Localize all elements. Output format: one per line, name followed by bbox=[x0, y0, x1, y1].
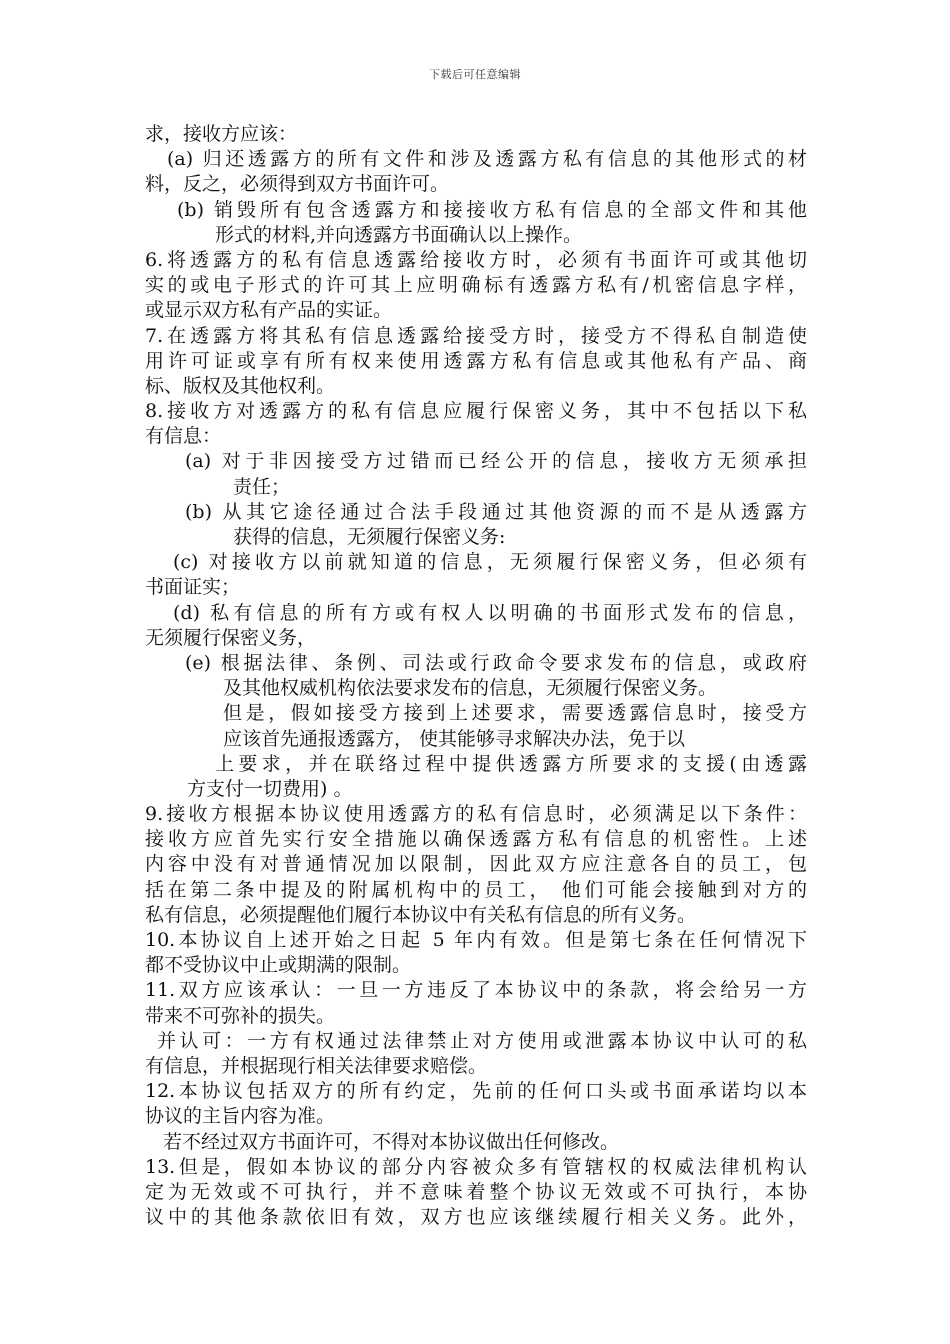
text-line: (b) 从其它途径通过合法手段通过其他资源的而不是从透露方 bbox=[185, 500, 807, 523]
document-body bbox=[145, 122, 807, 1230]
text-line: 或显示双方私有产品的实证。 bbox=[145, 299, 393, 322]
text-line: 接收方应首先实行安全措施以确保透露方私有信息的机密性。上述 bbox=[145, 828, 807, 851]
text-line: 内容中没有对普通情况加以限制，因此双方应注意各自的员工，包 bbox=[145, 853, 807, 876]
text-line: 12.本协议包括双方的所有约定，先前的任何口头或书面承诺均以本 bbox=[145, 1080, 807, 1103]
text-line: 上要求，并在联络过程中提供透露方所要求的支援(由透露 bbox=[215, 752, 807, 775]
text-line: 料，反之，必须得到双方书面许可。 bbox=[145, 173, 450, 196]
text-line: 带来不可弥补的损失。 bbox=[145, 1004, 336, 1027]
text-line: (c) 对接收方以前就知道的信息，无须履行保密义务，但必须有 bbox=[173, 551, 807, 574]
text-line: 9.接收方根据本协议使用透露方的私有信息时，必须满足以下条件： bbox=[145, 803, 807, 826]
page-header: 下载后可任意编辑 bbox=[429, 68, 521, 81]
text-line: 8.接收方对透露方的私有信息应履行保密义务，其中不包括以下私 bbox=[145, 400, 807, 423]
text-line: 私有信息，必须提醒他们履行本协议中有关私有信息的所有义务。 bbox=[145, 903, 697, 926]
text-line: 13.但是，假如本协议的部分内容被众多有管辖权的权威法律机构认 bbox=[145, 1155, 807, 1178]
text-line: (a) 对于非因接受方过错而已经公开的信息，接收方无须承担 bbox=[185, 450, 807, 473]
text-line: 标、版权及其他权利。 bbox=[145, 374, 336, 397]
text-line: 责任； bbox=[233, 475, 291, 498]
text-line: (d) 私有信息的所有方或有权人以明确的书面形式发布的信息， bbox=[173, 601, 807, 624]
text-line: 协议的主旨内容为准。 bbox=[145, 1105, 336, 1128]
text-line: 求，接收方应该： bbox=[145, 123, 298, 145]
text-line: 有信息： bbox=[145, 425, 222, 448]
text-line: 7.在透露方将其私有信息透露给接受方时，接受方不得私自制造使 bbox=[145, 324, 807, 347]
text-line: 若不经过双方书面许可，不得对本协议做出任何修改。 bbox=[163, 1130, 620, 1153]
text-line: (a) 归还透露方的所有文件和涉及透露方私有信息的其他形式的材 bbox=[167, 148, 807, 171]
text-line: 但是，假如接受方接到上述要求，需要透露信息时，接受方 bbox=[223, 702, 807, 725]
text-line: 定为无效或不可执行，并不意味着整个协议无效或不可执行，本协 bbox=[145, 1180, 807, 1203]
text-line: 议中的其他条款依旧有效，双方也应该继续履行相关义务。此外， bbox=[145, 1206, 807, 1229]
text-line: 获得的信息，无须履行保密义务: bbox=[233, 526, 506, 548]
text-line: 应该首先通报透露方， 使其能够寻求解决办法，免于以 bbox=[223, 727, 686, 750]
text-line: 形式的材料,并向透露方书面确认以上操作。 bbox=[215, 223, 583, 246]
text-line: (b) 销毁所有包含透露方和接接收方私有信息的全部文件和其他 bbox=[177, 198, 807, 221]
text-line: 都不受协议中止或期满的限制。 bbox=[145, 954, 412, 977]
text-line: 实的或电子形式的许可其上应明确标有透露方私有/机密信息字样， bbox=[145, 274, 807, 297]
text-line: 及其他权威机构依法要求发布的信息，无须履行保密义务。 bbox=[223, 677, 718, 700]
text-line: (e) 根据法律、条例、司法或行政命令要求发布的信息，或政府 bbox=[185, 651, 807, 674]
text-line: 10.本协议自上述开始之日起 5 年内有效。但是第七条在任何情况下 bbox=[145, 929, 807, 951]
text-line: 括在第二条中提及的附属机构中的员工， 他们可能会接触到对方的 bbox=[145, 878, 807, 901]
text-line: 方支付一切费用) 。 bbox=[187, 777, 353, 800]
text-line: 并认可：一方有权通过法律禁止对方使用或泄露本协议中认可的私 bbox=[157, 1029, 807, 1052]
text-line: 书面证实； bbox=[145, 576, 241, 599]
text-line: 11.双方应该承认：一旦一方违反了本协议中的条款，将会给另一方 bbox=[145, 979, 807, 1002]
text-line: 6.将透露方的私有信息透露给接收方时，必须有书面许可或其他切 bbox=[145, 248, 807, 271]
text-line: 无须履行保密义务， bbox=[145, 626, 317, 649]
text-line: 有信息，并根据现行相关法律要求赔偿。 bbox=[145, 1054, 488, 1077]
text-line: 用许可证或享有所有权来使用透露方私有信息或其他私有产品、商 bbox=[145, 349, 807, 372]
